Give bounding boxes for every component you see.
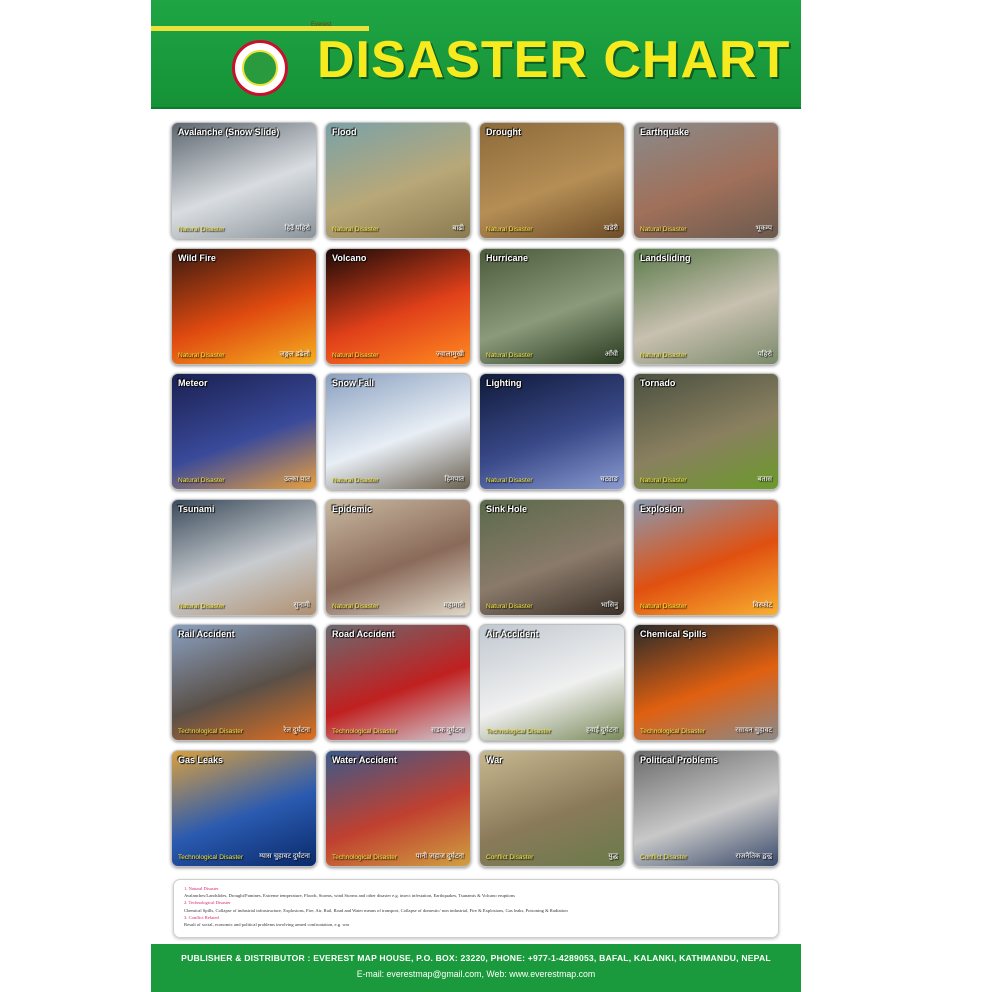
tile-label: Rail Accident xyxy=(178,629,235,639)
tile-label: Political Problems xyxy=(640,754,719,765)
disaster-tile xyxy=(479,624,625,741)
tile-label: Snow Fall xyxy=(332,378,375,388)
tile-local-name: विस्फोट xyxy=(752,601,772,609)
disaster-tile xyxy=(325,499,471,616)
tile-label: Earthquake xyxy=(640,127,690,137)
tile-label: Landsliding xyxy=(640,252,691,263)
note-heading-technological: 2. Technological Disaster xyxy=(184,900,231,906)
tile-category: Conflict Disaster xyxy=(640,853,688,861)
disaster-grid xyxy=(171,122,781,867)
notes-box xyxy=(173,879,779,938)
tile-label: Lighting xyxy=(486,378,522,388)
tile-category: Natural Disaster xyxy=(332,602,379,610)
tile-label: War xyxy=(486,754,503,765)
disaster-tile xyxy=(479,499,625,616)
tile-local-name: आँधी xyxy=(604,350,618,358)
tile-category: Natural Disaster xyxy=(640,602,687,610)
disaster-tile xyxy=(633,750,779,867)
poster xyxy=(151,0,801,992)
tile-local-name: पानी जहाज दुर्घटना xyxy=(415,852,464,860)
tile-category: Technological Disaster xyxy=(486,728,552,735)
tile-category: Natural Disaster xyxy=(640,477,687,484)
note-text-conflict: Result of social, economic and political problems involving armed confrontation, e.g. war xyxy=(184,922,350,928)
tile-local-name: हिमपात xyxy=(444,476,464,484)
disaster-tile xyxy=(171,373,317,490)
tile-category: Technological Disaster xyxy=(178,853,244,861)
tile-local-name: बतास xyxy=(757,476,772,484)
tile-local-name: भासिनु xyxy=(600,601,618,609)
tile-category: Natural Disaster xyxy=(178,351,225,359)
disaster-tile xyxy=(171,624,317,741)
page-title: DISASTER CHART xyxy=(317,31,791,89)
header-banner xyxy=(151,0,801,109)
tile-label: Sink Hole xyxy=(486,503,528,514)
disaster-tile xyxy=(633,499,779,616)
disaster-tile xyxy=(479,248,625,365)
tile-category: Natural Disaster xyxy=(640,226,687,233)
tile-label: Water Accident xyxy=(332,754,397,765)
tile-category: Natural Disaster xyxy=(640,351,687,359)
tile-category: Technological Disaster xyxy=(332,853,398,861)
logo-icon xyxy=(232,40,288,96)
tile-category: Natural Disaster xyxy=(486,477,533,484)
tile-label: Tsunami xyxy=(178,503,215,514)
tile-local-name: खडेरी xyxy=(603,225,618,233)
tile-local-name: सुनामी xyxy=(293,601,310,609)
tile-local-name: चट्याङ xyxy=(600,476,618,484)
tile-local-name: महामारी xyxy=(443,601,464,609)
tile-label: Epidemic xyxy=(332,503,373,514)
tile-category: Natural Disaster xyxy=(486,226,533,233)
tile-label: Hurricane xyxy=(486,252,529,263)
disaster-tile xyxy=(171,122,317,239)
tile-category: Natural Disaster xyxy=(332,351,379,359)
tile-local-name: राजनैतिक द्वन्द्व xyxy=(735,852,772,860)
disaster-tile xyxy=(171,750,317,867)
tile-category: Natural Disaster xyxy=(332,226,379,233)
disaster-tile xyxy=(633,248,779,365)
tile-category: Conflict Disaster xyxy=(486,853,534,861)
disaster-tile xyxy=(479,122,625,239)
disaster-tile xyxy=(633,624,779,741)
tile-local-name: युद्ध xyxy=(608,852,618,860)
note-heading-natural: 1. Natural Disaster xyxy=(184,886,219,891)
tile-category: Natural Disaster xyxy=(178,226,225,233)
tile-local-name: भूकम्प xyxy=(755,225,772,233)
tile-category: Natural Disaster xyxy=(332,477,379,484)
tile-local-name: ग्यास चुहावट दुर्घटना xyxy=(259,852,310,860)
tile-local-name: रेल दुर्घटना xyxy=(283,727,310,735)
tile-category: Natural Disaster xyxy=(178,602,225,610)
footer-contact: E-mail: everestmap@gmail.com, Web: www.everestmap.com xyxy=(356,969,596,979)
tile-local-name: जङ्गल डढेलो xyxy=(279,350,310,358)
tile-category: Technological Disaster xyxy=(332,728,398,735)
disaster-tile xyxy=(325,373,471,490)
note-text-natural: Avalanches/Landslides, Drought/Famines, Extreme temperature, Floods, Storms, wind Storms and other disaster e.g. insect infestation, Earthquakes, Tsunamis & Volcano eruptions xyxy=(184,893,515,899)
disaster-tile xyxy=(479,373,625,490)
tile-category: Natural Disaster xyxy=(178,477,225,484)
tile-category: Technological Disaster xyxy=(640,728,706,735)
disaster-tile xyxy=(325,624,471,741)
tile-local-name: पहिरो xyxy=(757,350,772,358)
disaster-tile xyxy=(325,750,471,867)
note-heading-conflict: 3. Conflict Related xyxy=(184,914,219,920)
tile-label: Meteor xyxy=(178,378,208,388)
tile-local-name: हवाई दुर्घटना xyxy=(586,727,618,735)
disaster-tile xyxy=(325,248,471,365)
tile-local-name: बाढी xyxy=(452,225,464,233)
tile-label: Flood xyxy=(332,127,357,137)
tile-label: Gas Leaks xyxy=(178,754,224,765)
tile-category: Technological Disaster xyxy=(178,728,244,735)
tile-label: Drought xyxy=(486,127,521,137)
tile-label: Explosion xyxy=(640,503,684,514)
disaster-tile xyxy=(479,750,625,867)
tile-category: Natural Disaster xyxy=(486,351,533,359)
disaster-tile xyxy=(633,122,779,239)
disaster-tile xyxy=(171,499,317,616)
tile-local-name: सडक दुर्घटना xyxy=(431,727,464,735)
footer-publisher: PUBLISHER & DISTRIBUTOR : EVEREST MAP HOUSE, P.O. BOX: 23220, PHONE: +977-1-4289053, BAFAL, KALANKI, KATHMANDU, NEPAL xyxy=(181,953,771,963)
note-text-technological: Chemical Spills, Collapse of industrial infrastructure, Explosions, Fire, Air, Rail, Road and Water means of transport, Collapse of domestic/ non industrial, Fire & Explosions, Gas leaks, Poisoning & Radiation xyxy=(184,907,568,913)
tile-local-name: रसायन चुहावट xyxy=(735,727,772,735)
tile-local-name: उल्का पात xyxy=(284,476,310,484)
disaster-tile xyxy=(171,248,317,365)
tile-label: Tornado xyxy=(640,378,676,388)
header-stripe-label: Everest xyxy=(311,22,332,28)
disaster-tile xyxy=(633,373,779,490)
tile-local-name: हिउँ पहिरो xyxy=(284,225,310,233)
tile-label: Wild Fire xyxy=(178,252,216,263)
tile-label: Chemical Spills xyxy=(640,629,707,639)
tile-label: Air Accident xyxy=(486,629,539,639)
tile-local-name: ज्वालामुखी xyxy=(436,350,464,358)
tile-label: Volcano xyxy=(332,252,367,263)
tile-label: Road Accident xyxy=(332,629,395,639)
tile-category: Natural Disaster xyxy=(486,602,533,610)
tile-label: Avalanche (Snow Slide) xyxy=(178,127,280,137)
footer xyxy=(151,944,801,992)
disaster-tile xyxy=(325,122,471,239)
